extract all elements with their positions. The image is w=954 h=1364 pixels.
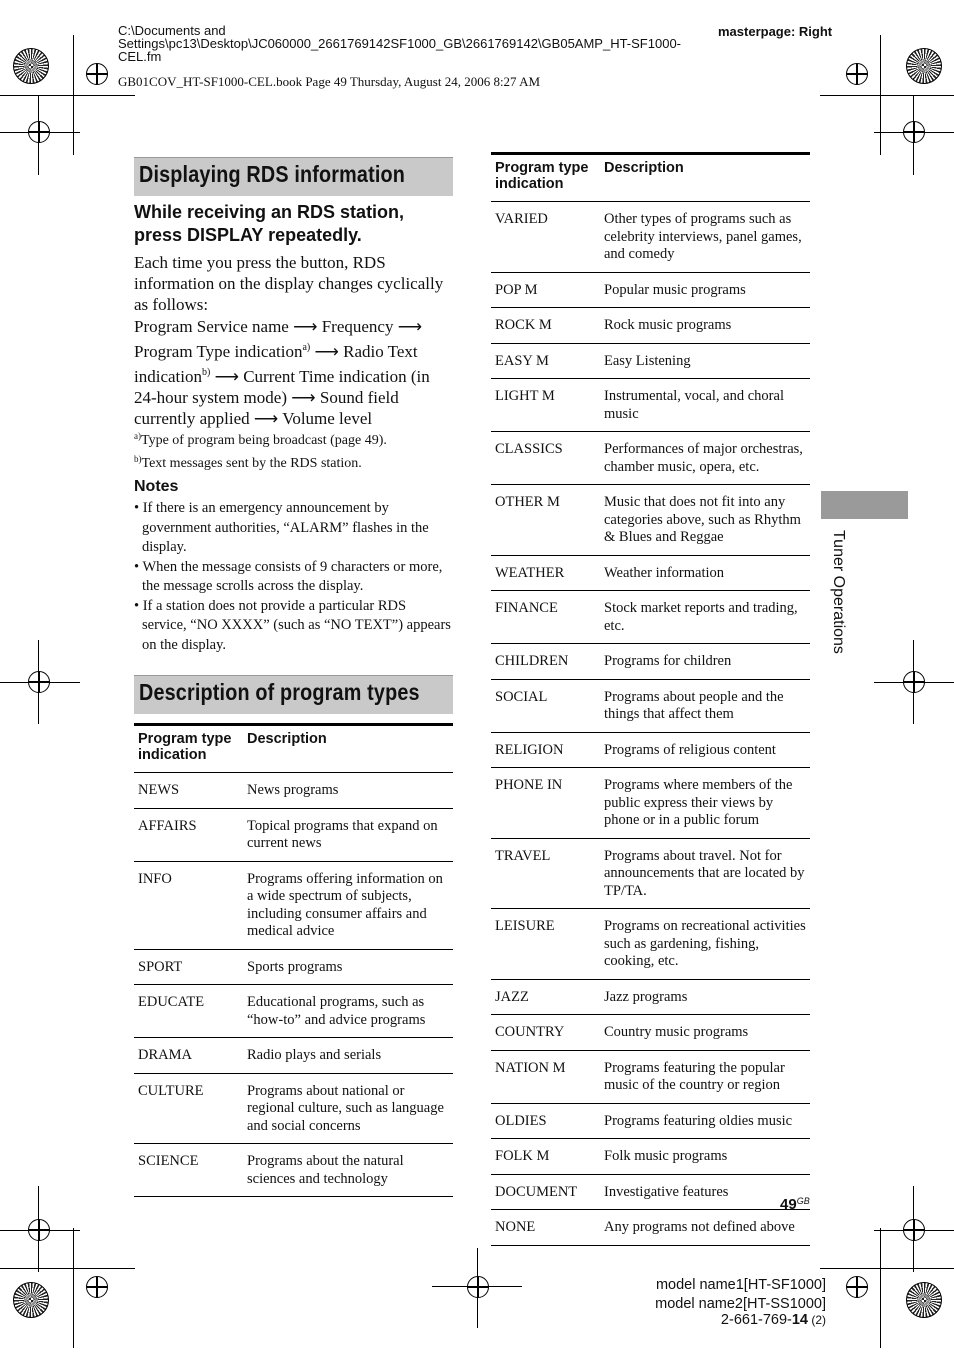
note-item: • If there is an emergency announcement by government authorities, “ALARM” flashes in the display. [134,500,429,555]
display-sequence [134,316,454,429]
color-target-icon [906,48,942,84]
seq-volume: Volume level [282,409,373,428]
table-row: NONE Any programs not defined above [491,1210,810,1246]
footnote-ref: a) [302,342,311,353]
color-target-icon [13,1282,49,1318]
arrow-icon: ⟶ [314,342,339,361]
page-number: $49^{GB}$ [780,1196,810,1213]
table-row: FINANCE Stock market reports and trading, etc. [491,591,810,644]
chapter-tab-marker [821,491,908,519]
section-title-program-types: Description of program types [139,679,420,705]
table-row: DRAMA Radio plays and serials [134,1038,453,1074]
chapter-tab-label: Tuner Operations [830,530,847,654]
registration-mark-icon [28,671,50,693]
registration-mark-icon [28,1219,50,1241]
program-types-table-left [134,723,453,1197]
intro-paragraph: Each time you press the button, RDS information on the display changes cyclically as follows: [134,253,444,314]
footnote-ref: b) [201,367,211,378]
footnote: $^{a)}$Type of program being broadcast (page 49). [134,431,387,448]
file-path: C:\Documents and Settings\pc13\Desktop\JC060000_2661769142SF1000_GB\2661769142\GB05AMP_HT-SF1000-CEL.fm [118,23,681,64]
part-code: 2-661-769-14 (2) [720,1312,826,1328]
note-item: • When the message consists of 9 characters or more, the message scrolls across the display. [134,558,443,594]
table-row: NATION M Programs featuring the popular music of the country or region [491,1050,810,1103]
table-row: PHONE IN Programs where members of the public express their views by phone or in a public forum [491,768,810,839]
notes-list [134,499,454,655]
table-row: POP M Popular music programs [491,272,810,308]
col-header-type: Program type indication [134,725,243,773]
seq-sound-field: Sound field currently applied [134,388,399,428]
table-header-row [491,154,810,202]
registration-mark-icon [28,121,50,143]
registration-mark-icon [903,1219,925,1241]
color-target-icon [906,1282,942,1318]
seq-program-service: Program Service name [134,317,289,336]
table-row: LIGHT M Instrumental, vocal, and choral music [491,379,810,432]
masterpage-label: masterpage: Right [718,24,833,39]
arrow-icon: ⟶ [291,388,316,407]
registration-mark-icon [86,63,108,85]
footnote: $^{b)}$Text messages sent by the RDS station. [134,454,362,471]
seq-radio-text: Radio Text indication [134,342,418,386]
table-header-row [134,725,453,773]
instruction-subhead: While receiving an RDS station, press DISPLAY repeatedly. [134,202,405,245]
program-types-table-right [491,152,810,1246]
table-row: VARIED Other types of programs such as celebrity interviews, panel games, and comedy [491,202,810,273]
table-row: OLDIES Programs featuring oldies music [491,1103,810,1139]
arrow-icon: ⟶ [293,317,318,336]
table-row: CLASSICS Performances of major orchestras, chamber music, opera, etc. [491,432,810,485]
table-row: JAZZ Jazz programs [491,979,810,1015]
table-row: INFO Programs offering information on a wide spectrum of subjects, including consumer affairs and medical advice [134,861,453,949]
table-row: LEISURE Programs on recreational activities such as gardening, fishing, cooking, etc. [491,909,810,980]
table-row: RELIGION Programs of religious content [491,732,810,768]
table-row: SPORT Sports programs [134,949,453,985]
seq-program-type: Program Type indication [134,342,303,361]
table-row: EDUCATE Educational programs, such as “how-to” and advice programs [134,985,453,1038]
footnotes [134,427,454,473]
notes-heading: Notes [134,478,179,495]
seq-current-time: Current Time indication (in 24-hour system mode) [134,367,430,407]
table-row: COUNTRY Country music programs [491,1015,810,1051]
table-row: AFFAIRS Topical programs that expand on current news [134,808,453,861]
registration-mark-icon [846,1276,868,1298]
table-row: TRAVEL Programs about travel. Not for announcements that are located by TP/TA. [491,838,810,909]
registration-mark-icon [903,121,925,143]
table-row: FOLK M Folk music programs [491,1139,810,1175]
model-name-1: model name1[HT-SF1000] [655,1277,826,1293]
table-row: EASY M Easy Listening [491,343,810,379]
registration-mark-icon [86,1276,108,1298]
registration-mark-icon [903,671,925,693]
color-target-icon [13,48,49,84]
col-header-type: Program type indication [491,154,600,202]
table-row: ROCK M Rock music programs [491,308,810,344]
table-row: SCIENCE Programs about the natural sciences and technology [134,1144,453,1197]
table-row: CULTURE Programs about national or regional culture, such as language and social concerns [134,1073,453,1144]
arrow-icon: ⟶ [253,409,279,428]
table-row: SOCIAL Programs about people and the things that affect them [491,679,810,732]
table-row: CHILDREN Programs for children [491,644,810,680]
col-header-description: Description [600,154,810,202]
registration-mark-icon [846,63,868,85]
table-row: DOCUMENT Investigative features [491,1174,810,1210]
seq-frequency: Frequency [321,317,394,336]
table-row: OTHER M Music that does not fit into any categories above, such as Rhythm & Blues and Reggae [491,485,810,556]
note-item: • If a station does not provide a particular RDS service, “NO XXXX” (such as “NO TEXT”) appears on the display. [134,597,451,653]
arrow-icon: ⟶ [214,367,239,386]
model-name-2: model name2[HT-SS1000] [655,1296,826,1312]
table-row: NEWS News programs [134,773,453,809]
book-info: GB01COV_HT-SF1000-CEL.book Page 49 Thursday, August 24, 2006 8:27 AM [118,74,541,89]
registration-mark-icon [467,1276,489,1298]
section-title-rds: Displaying RDS information [139,161,406,187]
table-row: WEATHER Weather information [491,555,810,591]
col-header-description: Description [243,725,453,773]
arrow-icon: ⟶ [397,317,423,336]
